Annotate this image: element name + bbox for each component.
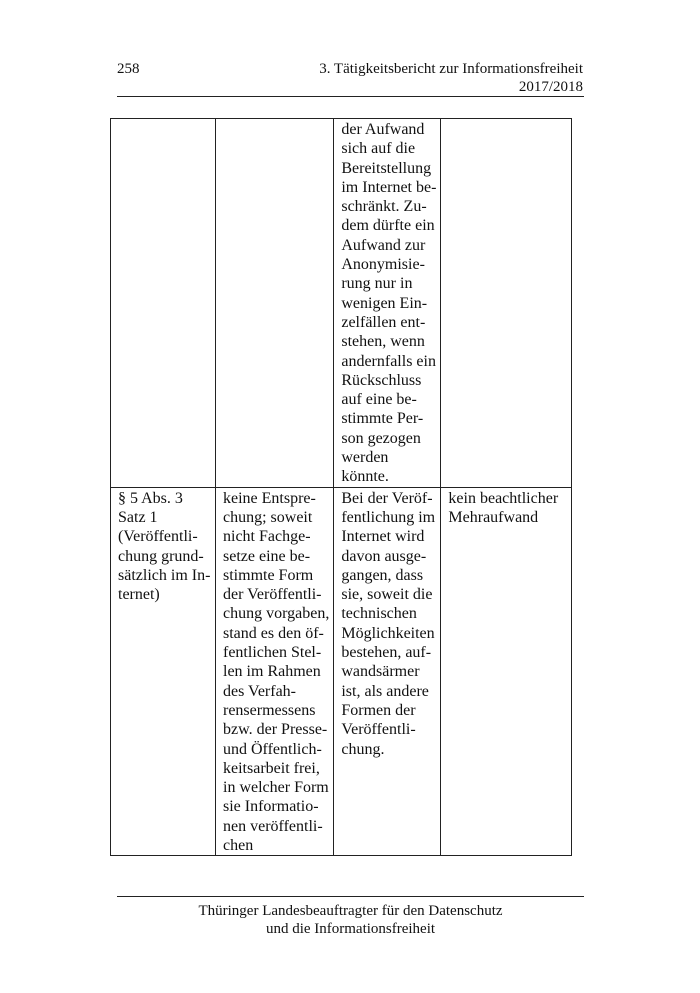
cell-text-line: auf eine be- xyxy=(341,391,417,409)
cell-text-line: der Veröffentli- xyxy=(223,586,322,604)
footer-rule xyxy=(117,896,584,897)
cell-text-line: sätzlich im In- xyxy=(118,566,211,584)
cell-text-line: Rückschluss xyxy=(341,371,422,389)
cell-text-line: könnte. xyxy=(341,468,389,486)
cell-text-line: gangen, dass xyxy=(341,566,424,584)
cell-text-line: bzw. der Presse- xyxy=(223,721,328,739)
table-cell xyxy=(216,487,334,856)
cell-text-line: im Internet be- xyxy=(341,178,437,196)
cell-text-line: Mehraufwand xyxy=(448,508,539,526)
cell-text-line: Formen der xyxy=(341,701,416,719)
cell-text-line: fentlichung im xyxy=(341,508,436,526)
table-cell xyxy=(441,487,572,856)
cell-text-line: zelfällen ent- xyxy=(341,313,426,331)
cell-text-line: stimmte Per- xyxy=(341,410,424,428)
table-cell xyxy=(216,119,334,488)
cell-text-line: chung; soweit xyxy=(223,508,313,526)
cell-text-line: len im Rahmen xyxy=(223,663,321,681)
report-table xyxy=(110,118,572,856)
cell-text-line: fentlichen Stel- xyxy=(223,644,322,662)
cell-text-line: Satz 1 xyxy=(118,508,158,526)
table-row xyxy=(111,487,572,856)
cell-text-line: sie, soweit die xyxy=(341,586,433,604)
cell-text-line: chung grund- xyxy=(118,547,204,565)
cell-text-line: rensermessens xyxy=(223,701,316,719)
header-rule xyxy=(117,96,584,97)
cell-text-line: § 5 Abs. 3 xyxy=(118,489,183,507)
cell-text-line: Anonymisie- xyxy=(341,256,425,274)
cell-text-line: stimmte Form xyxy=(223,566,314,584)
cell-text-line: keine Entspre- xyxy=(223,489,316,507)
cell-text-line: ternet) xyxy=(118,586,160,604)
cell-text-line: son gezogen xyxy=(341,429,421,447)
cell-text-line: setze eine be- xyxy=(223,547,311,565)
cell-text-line: sie Informatio- xyxy=(223,798,319,816)
table-cell xyxy=(441,119,572,488)
cell-text-line: wandsärmer xyxy=(341,663,420,681)
cell-text-line: Möglichkeiten xyxy=(341,624,435,642)
footer-line: und die Informationsfreiheit xyxy=(265,921,436,937)
cell-text-line: werden xyxy=(341,449,389,467)
table-cell xyxy=(111,487,216,856)
cell-text-line: keitsarbeit frei, xyxy=(223,759,320,777)
cell-text-line: chung. xyxy=(341,740,385,758)
running-title-line: 3. Tätigkeitsbericht zur Informationsfreiheit xyxy=(319,61,583,77)
cell-text-line: sich auf die xyxy=(341,140,416,158)
cell-text-line: schränkt. Zu- xyxy=(341,198,427,216)
table-row xyxy=(111,119,572,488)
cell-text-line: chen xyxy=(223,836,254,854)
cell-text-line: nicht Fachge- xyxy=(223,528,311,546)
cell-text-line: ist, als andere xyxy=(341,682,429,700)
page-number: 258 xyxy=(117,61,140,77)
table-cell xyxy=(334,487,441,856)
cell-text-line: des Verfah- xyxy=(223,682,297,700)
cell-text-line: davon ausge- xyxy=(341,547,427,565)
cell-text-line: Internet wird xyxy=(341,528,425,546)
cell-text-line: Aufwand zur xyxy=(341,236,426,254)
cell-text-line: Bei der Veröf- xyxy=(341,489,433,507)
cell-text-line: wenigen Ein- xyxy=(341,294,428,312)
table-cell xyxy=(334,119,441,488)
cell-text-line: (Veröffentli- xyxy=(118,528,198,546)
cell-text-line: dem dürfte ein xyxy=(341,217,435,235)
running-title xyxy=(183,60,583,96)
cell-text-line: stand es den öf- xyxy=(223,624,324,642)
cell-text-line: und Öffentlich- xyxy=(223,740,322,758)
cell-text-line: chung vorgaben, xyxy=(223,605,330,623)
cell-text-line: Bereitstellung xyxy=(341,159,432,177)
cell-text-line: technischen xyxy=(341,605,417,623)
page-footer xyxy=(117,902,584,938)
cell-text-line: der Aufwand xyxy=(341,121,425,138)
cell-text-line: bestehen, auf- xyxy=(341,644,432,662)
cell-text-line: rung nur in xyxy=(341,275,413,293)
cell-text-line: stehen, wenn xyxy=(341,333,425,351)
cell-text-line: andernfalls ein xyxy=(341,352,436,370)
cell-text-line: in welcher Form xyxy=(223,779,329,797)
footer-line: Thüringer Landesbeauftragter für den Datenschutz xyxy=(198,903,503,919)
cell-text-line: kein beachtlicher xyxy=(448,489,559,507)
running-title-line: 2017/2018 xyxy=(518,79,583,95)
table-cell xyxy=(111,119,216,488)
cell-text-line: Veröffentli- xyxy=(341,721,416,739)
cell-text-line: nen veröffentli- xyxy=(223,817,323,835)
